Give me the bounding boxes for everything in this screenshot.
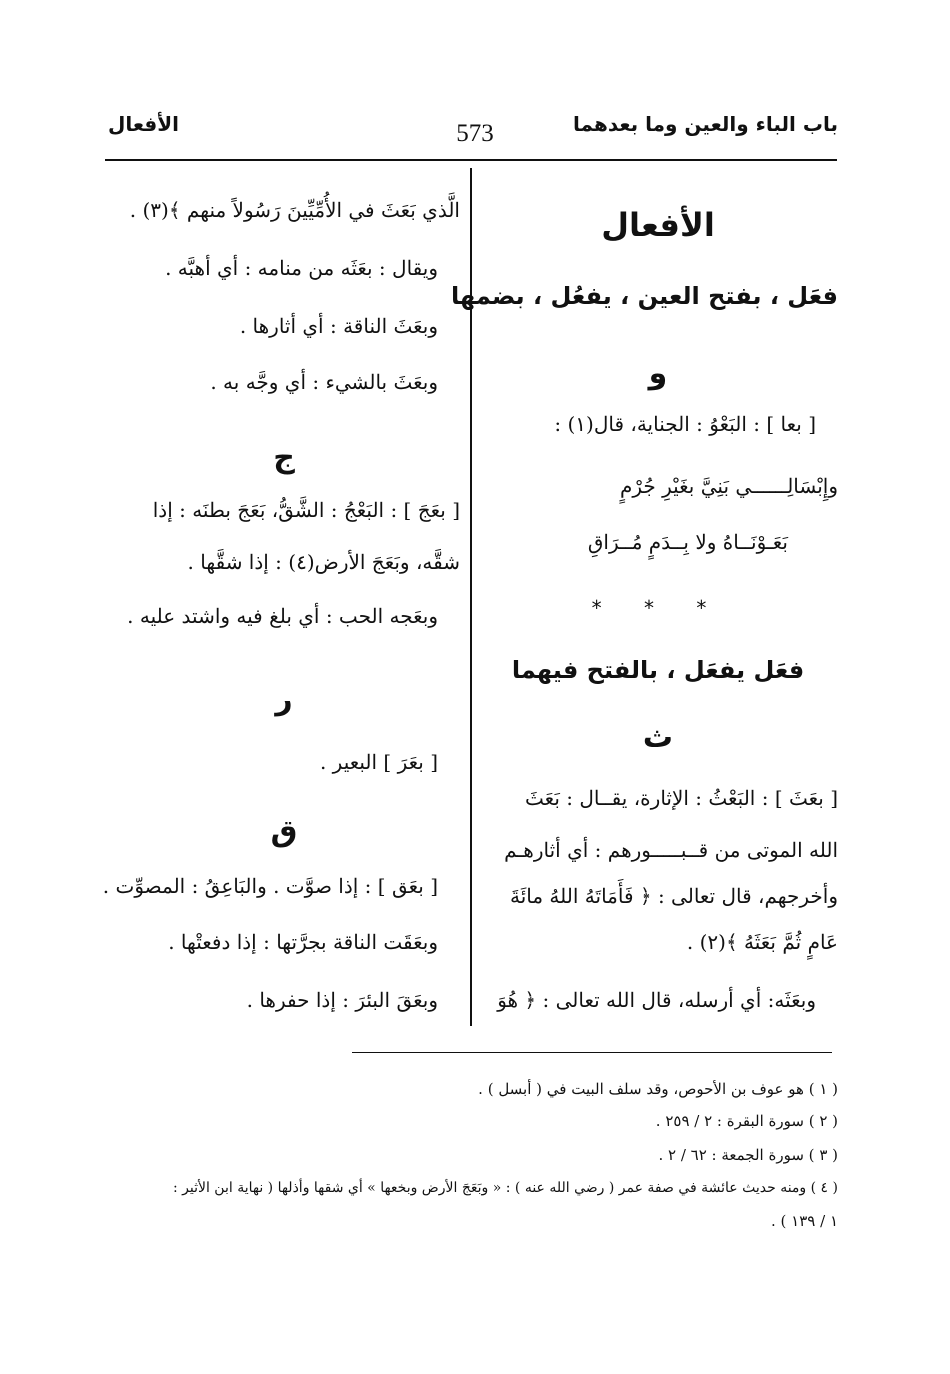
left-column [102,0,460,1374]
verse-hemistich-1: وإِبْسَالِــــــي بَنِيَّ بغَيْرِ جُرْمٍ [619,474,838,498]
running-head-chapter: باب الباء والعين وما بعدهما [573,112,838,136]
footnote-4: ( ٤ ) ومنه حديث عائشة في صفة عمر ( رضي الله عنه ) : « وبَعَجَ الأرض وبخعها » أي شقها وأذلها ( نهاية ابن الأثير : [172,1180,838,1196]
entry-bawa: [ بعا ] : البَعْوُ : الجناية، قال(١) : [554,412,816,436]
letter-heading-waw: و [648,356,668,391]
entry-baath-line: الله الموتى من قــبـــــورهم : أي أثارهـم [504,838,838,862]
entry-baaq-line: [ بعَق ] : إذا صوَّت . والبَاعِقُ : المصوِّت . [102,874,438,898]
footnote-3: ( ٣ ) سورة الجمعة : ٦٢ / ٢ . [658,1146,838,1164]
letter-heading-jim: ج [273,440,295,475]
pattern-heading-2: فعَل يفعَل ، بالفتح فيهما [511,656,805,684]
pattern-heading: فعَل ، بفتح العين ، يفعُل ، بضمها [451,282,838,310]
footnote-4-continued: ١ / ١٣٩ ) . [771,1212,838,1230]
entry-baaq-line: وبعَقَت الناقة بجرَّتها : إذا دفعتْها . [168,930,438,954]
running-head-section: الأفعال [108,112,179,136]
entry-baaj-line: [ بعَجَ ] : البَعْجُ : الشَّقُّ، بَعَجَ بطنَه : إذا [152,498,460,522]
letter-heading-qaf: ق [270,814,298,849]
section-title: الأفعال [601,206,715,244]
footnote-2: ( ٢ ) سورة البقرة : ٢ / ٢٥٩ . [655,1112,838,1130]
entry-line: وبعَثَ الناقة : أي أثارها . [239,314,438,338]
page-number: 573 [456,120,494,147]
letter-heading-tha: ث [642,720,674,755]
verse-hemistich-2: بَعَـوْنَــاهُ ولا بِــدَمٍ مُــرَاقِ [587,530,788,554]
entry-baar: [ بعَرَ ] البعير . [319,750,438,774]
quran-continuation: الَّذي بَعَثَ في الأُمِّيِّينَ رَسُولاً منهم ﴾(٣) . [129,198,460,222]
section-separator: * * * [591,596,725,620]
entry-baaq-line: وبعَقَ البئرَ : إذا حفرها . [246,988,438,1012]
entry-baath-line: عَامٍ ثُمَّ بَعَثَهُ ﴾(٢) . [686,930,838,954]
footnote-1: ( ١ ) هو عوف بن الأحوص، وقد سلف البيت في ( أبسل ) . [478,1080,838,1098]
entry-line: ويقال : بعَثَه من منامه : أي أهبَّه . [165,256,438,280]
entry-baath-line: وأخرجهم، قال تعالى : ﴿ فَأَمَاتَهُ اللهُ مائَةَ [509,884,838,908]
letter-heading-ra: ر [275,682,293,717]
entry-baaj-line: وبعَجه الحب : أي بلغ فيه واشتد عليه . [127,604,438,628]
entry-line: وبعَثَ بالشيء : أي وجَّه به . [210,370,438,394]
entry-baath-line: وبعَثَه: أي أرسله، قال الله تعالى : ﴿ هُوَ [497,988,816,1012]
entry-baath-line: [ بعَثَ ] : البَعْثُ : الإثارة، يقــال : بَعَثَ [525,786,838,810]
entry-baaj-line: شقَّه، وبَعَجَ الأرض(٤) : إذا شقَّها . [187,550,460,574]
footnote-rule [352,1052,832,1053]
